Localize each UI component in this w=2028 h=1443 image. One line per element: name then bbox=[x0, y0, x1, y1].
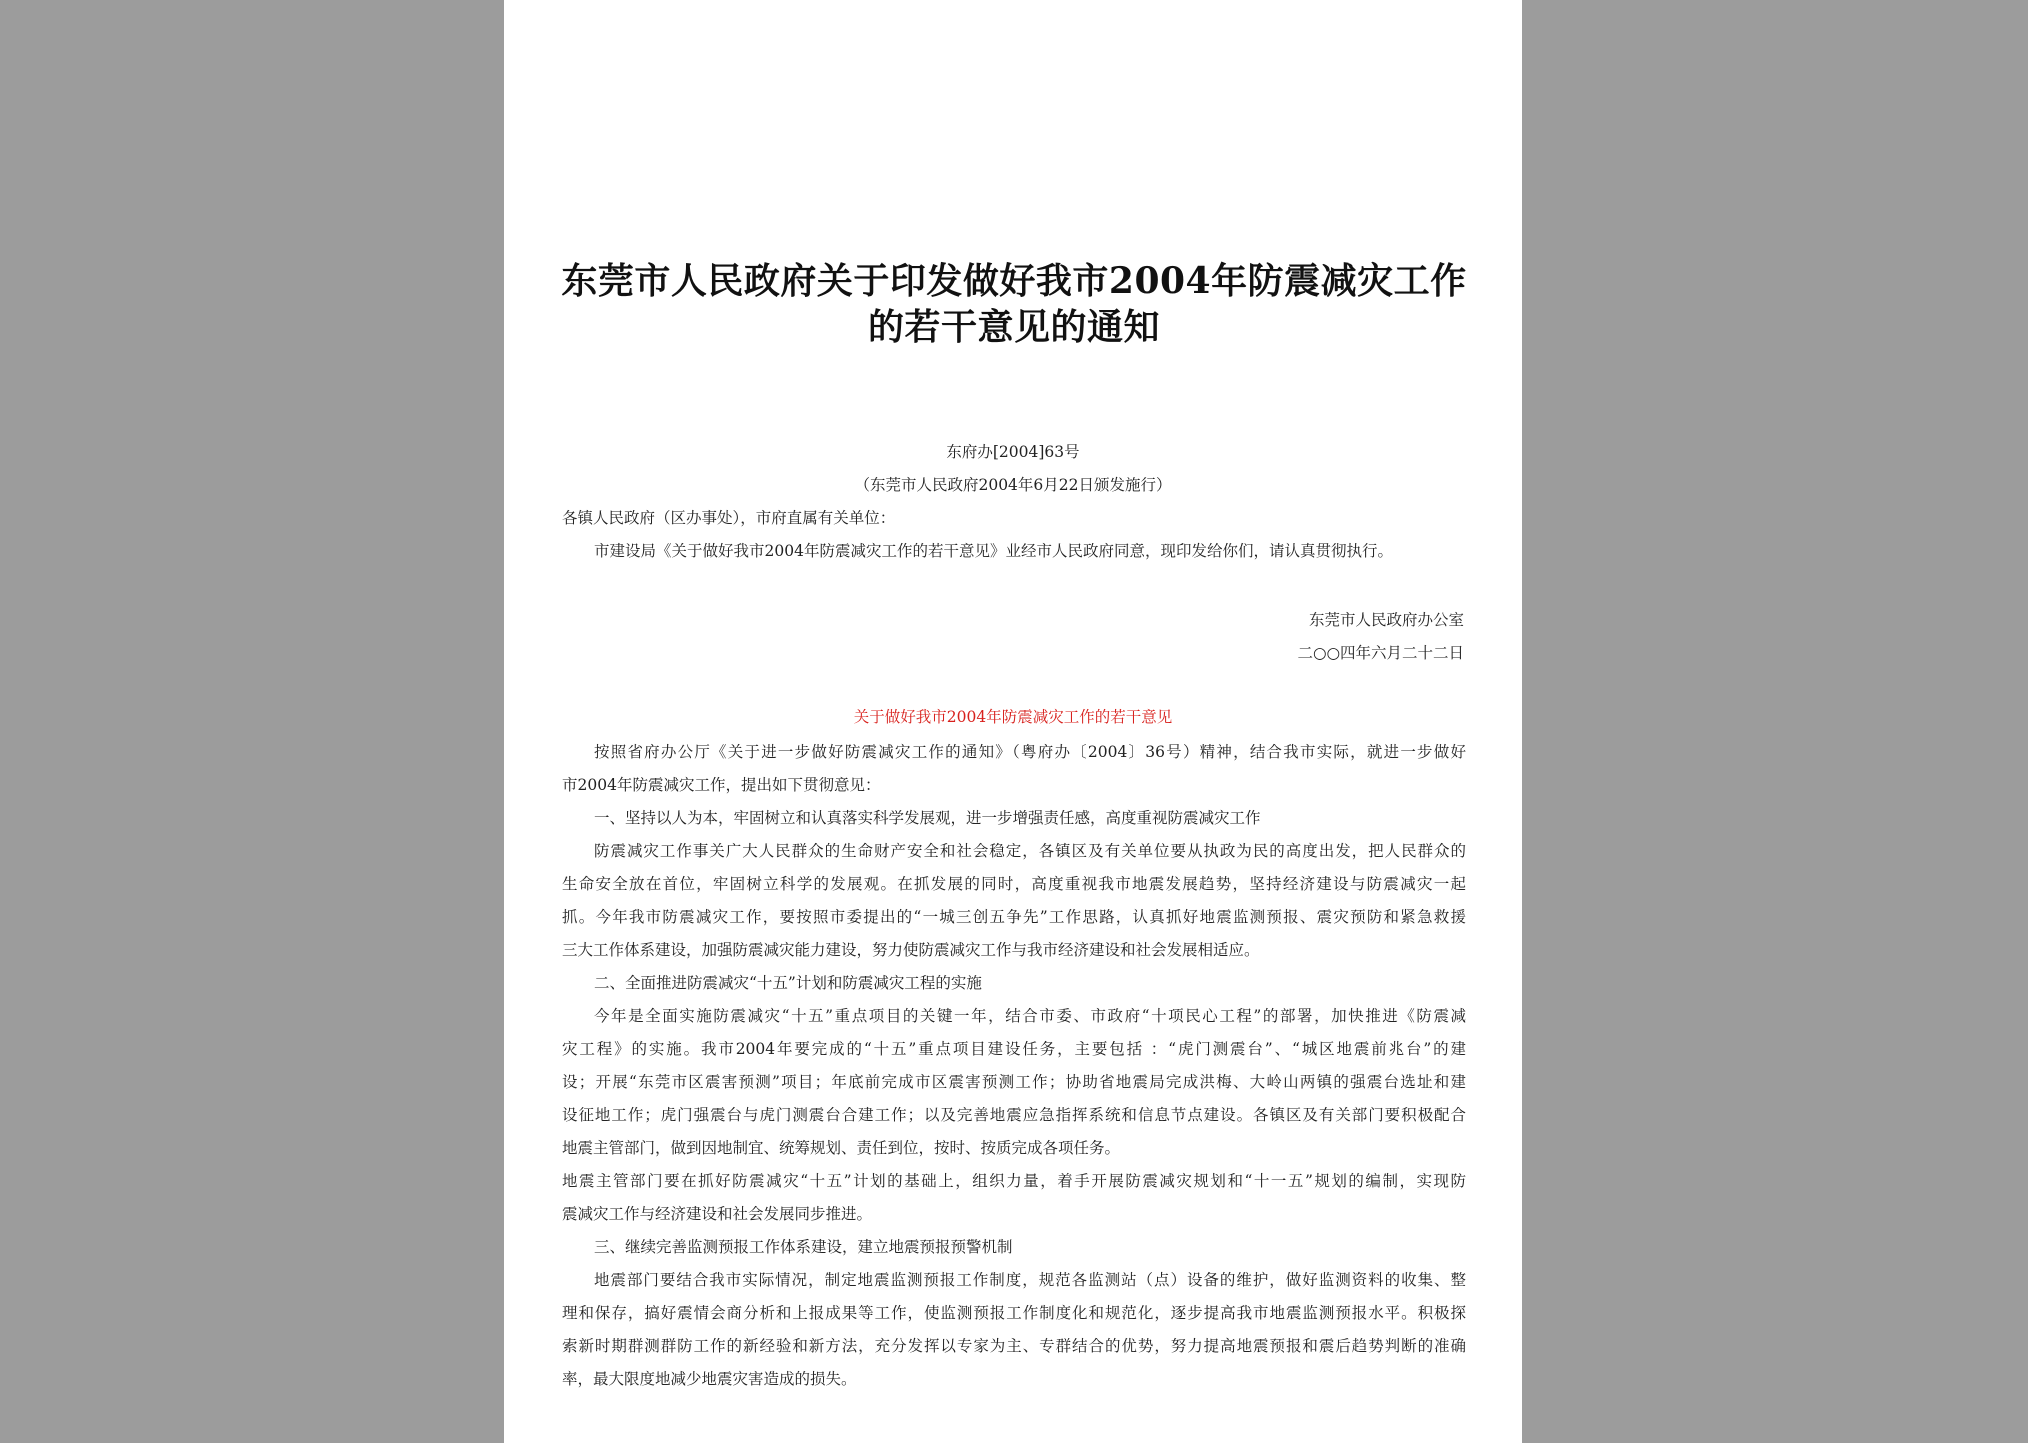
body-line: 索新时期群测群防工作的新经验和新方法，充分发挥以专家为主、专群结合的优势，努力提高地震预报和震后趋势判断的准确 bbox=[562, 1337, 1466, 1355]
body-line: 地震主管部门要在抓好防震减灾“十五”计划的基础上，组织力量，着手开展防震减灾规划和“十一五”规划的编制，实现防 bbox=[562, 1172, 1466, 1190]
section-heading: 二、全面推进防震减灾“十五”计划和防震减灾工程的实施 bbox=[594, 974, 982, 992]
body-line: 设；开展“东莞市区震害预测”项目；年底前完成市区震害预测工作；协助省地震局完成洪梅、大岭山两镇的强震台选址和建 bbox=[562, 1073, 1466, 1091]
body-line: 地震部门要结合我市实际情况，制定地震监测预报工作制度，规范各监测站（点）设备的维护，做好监测资料的收集、整 bbox=[594, 1271, 1466, 1289]
section-heading: 一、坚持以人为本，牢固树立和认真落实科学发展观，进一步增强责任感，高度重视防震减灾工作 bbox=[594, 809, 1261, 827]
document-number: 东府办[2004]63号 bbox=[946, 443, 1080, 461]
body-line: 震减灾工作与经济建设和社会发展同步推进。 bbox=[562, 1205, 873, 1223]
body-line: 抓。今年我市防震减灾工作，要按照市委提出的“一城三创五争先”工作思路，认真抓好地震监测预报、震灾预防和紧急救援 bbox=[562, 908, 1466, 926]
opinion-subtitle: 关于做好我市2004年防震减灾工作的若干意见 bbox=[853, 708, 1173, 726]
body-line: 今年是全面实施防震减灾“十五”重点项目的关键一年，结合市委、市政府“十项民心工程”的部署，加快推进《防震减 bbox=[594, 1007, 1466, 1025]
body-line: 地震主管部门，做到因地制宜、统筹规划、责任到位，按时、按质完成各项任务。 bbox=[562, 1139, 1121, 1157]
body-line: 率，最大限度地减少地震灾害造成的损失。 bbox=[562, 1370, 857, 1388]
title-line-1: 东莞市人民政府关于印发做好我市2004年防震减灾工作 bbox=[561, 260, 1467, 302]
issue-note: （东莞市人民政府2004年6月22日颁发施行） bbox=[854, 476, 1172, 494]
signer: 东莞市人民政府办公室 bbox=[1308, 611, 1464, 629]
body-line: 三大工作体系建设，加强防震减灾能力建设，努力使防震减灾工作与我市经济建设和社会发展相适应。 bbox=[562, 941, 1260, 959]
intro-paragraph: 市建设局《关于做好我市2004年防震减灾工作的若干意见》业经市人民政府同意，现印发给你们，请认真贯彻执行。 bbox=[594, 542, 1393, 560]
document-page bbox=[504, 0, 1522, 1443]
addressee: 各镇人民政府（区办事处），市府直属有关单位： bbox=[562, 509, 896, 527]
body-line: 生命安全放在首位，牢固树立科学的发展观。在抓发展的同时，高度重视我市地震发展趋势，坚持经济建设与防震减灾一起 bbox=[562, 875, 1466, 893]
document-title bbox=[544, 258, 1484, 350]
title-line-2: 的若干意见的通知 bbox=[867, 306, 1160, 348]
body-line: 设征地工作；虎门强震台与虎门测震台合建工作；以及完善地震应急指挥系统和信息节点建设。各镇区及有关部门要积极配合 bbox=[562, 1106, 1466, 1124]
body-line: 灾工程》的实施。我市2004年要完成的“十五”重点项目建设任务，主要包括 ：“虎门测震台”、“城区地震前兆台”的建 bbox=[562, 1040, 1466, 1058]
section-heading: 三、继续完善监测预报工作体系建设，建立地震预报预警机制 bbox=[594, 1238, 1013, 1256]
body-line: 市2004年防震减灾工作，提出如下贯彻意见： bbox=[562, 776, 881, 794]
body-line: 防震减灾工作事关广大人民群众的生命财产安全和社会稳定，各镇区及有关单位要从执政为民的高度出发，把人民群众的 bbox=[594, 842, 1466, 860]
issue-date: 二○○四年六月二十二日 bbox=[1297, 644, 1464, 662]
body-line: 按照省府办公厅《关于进一步做好防震减灾工作的通知》（粤府办〔2004〕36号）精神，结合我市实际，就进一步做好 bbox=[594, 743, 1466, 761]
body-line: 理和保存，搞好震情会商分析和上报成果等工作，使监测预报工作制度化和规范化，逐步提高我市地震监测预报水平。积极探 bbox=[562, 1304, 1466, 1322]
